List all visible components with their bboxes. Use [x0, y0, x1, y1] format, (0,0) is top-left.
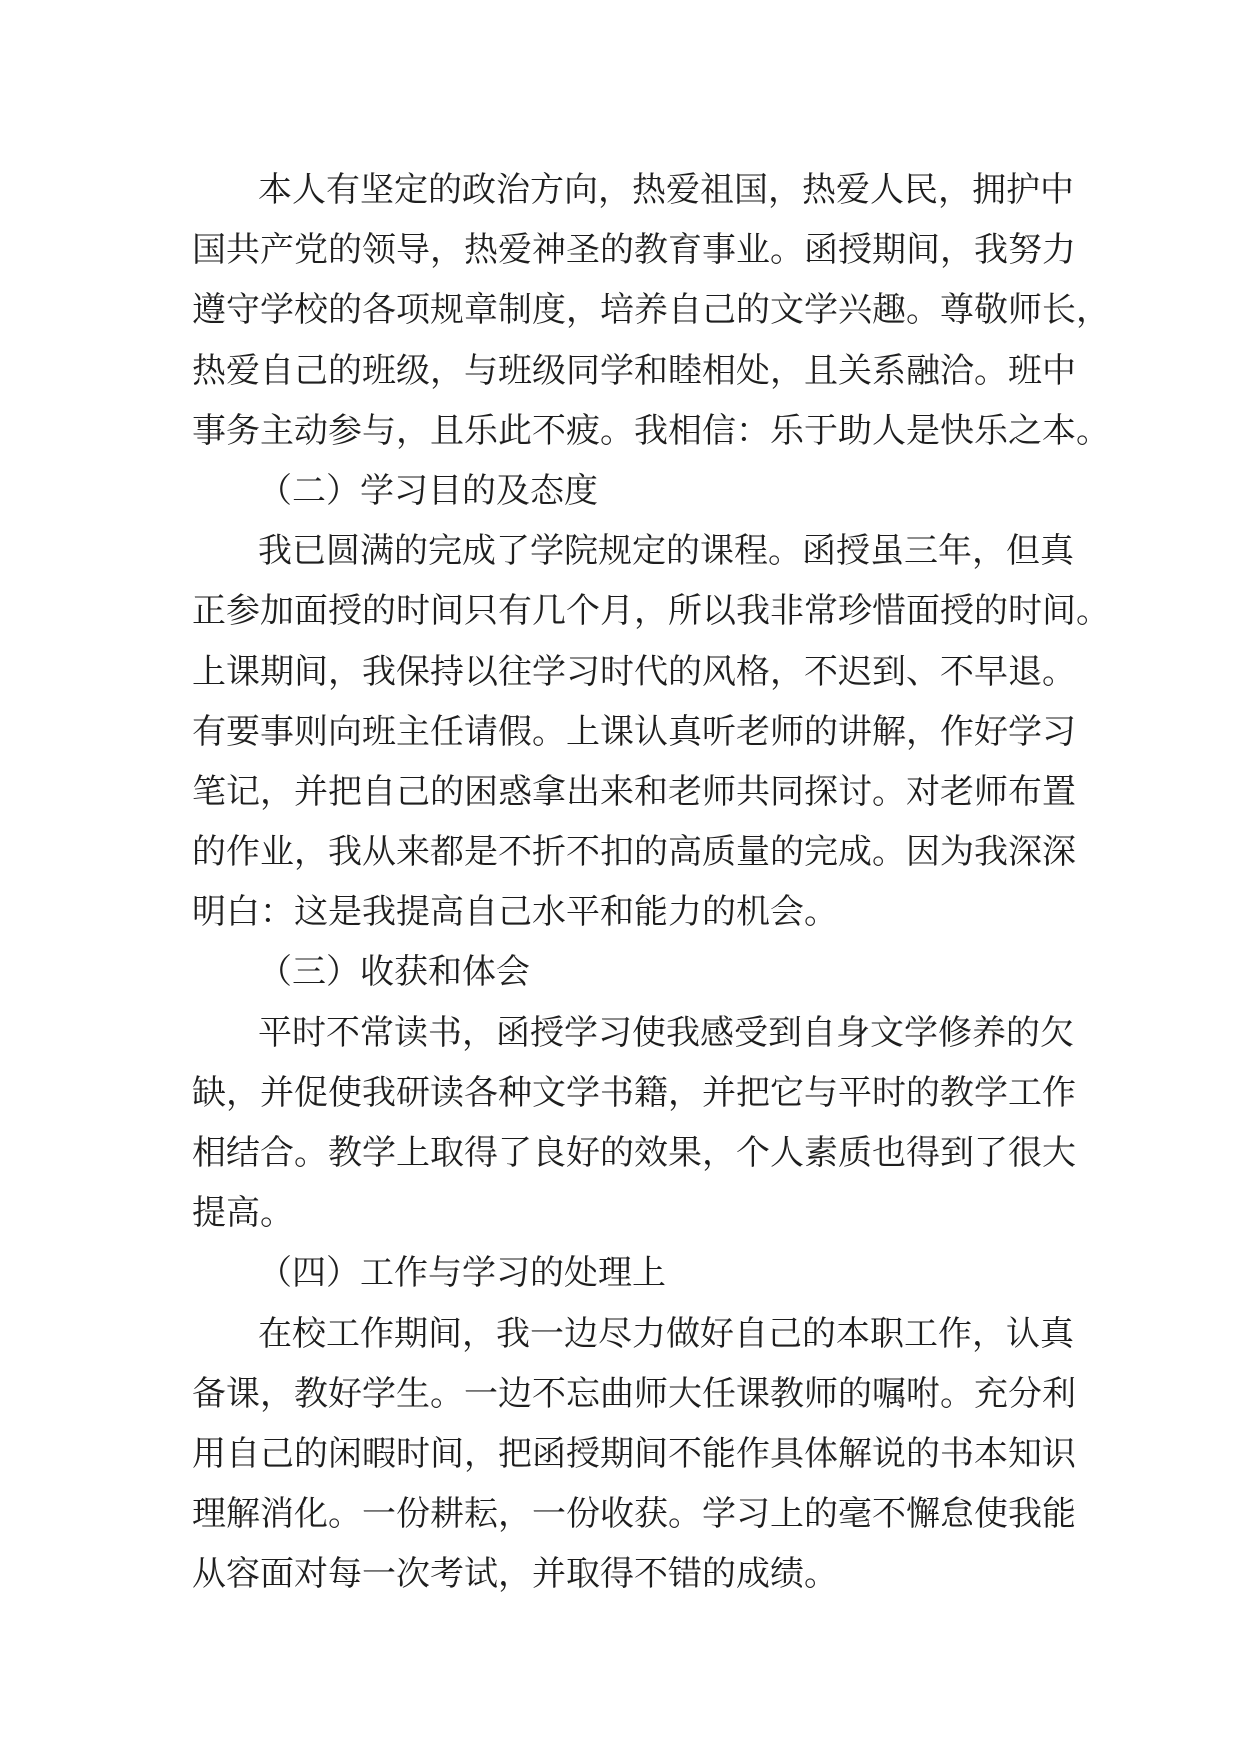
paragraph-line: 的作业，我从来都是不折不扣的高质量的完成。因为我深深	[192, 832, 1076, 873]
paragraph-line: 上课期间，我保持以往学习时代的风格，不迟到、不早退。	[192, 651, 1076, 692]
paragraph-line: 正参加面授的时间只有几个月，所以我非常珍惜面授的时间。	[192, 591, 1110, 632]
paragraph-line: 事务主动参与，且乐此不疲。我相信：乐于助人是快乐之本。	[192, 410, 1110, 451]
paragraph-line: 热爱自己的班级，与班级同学和睦相处，且关系融洽。班中	[192, 350, 1076, 391]
paragraph-line: 平时不常读书，函授学习使我感受到自身文学修养的欠	[258, 1012, 1074, 1053]
paragraph-line: 有要事则向班主任请假。上课认真听老师的讲解，作好学习	[192, 711, 1076, 752]
paragraph-line: 相结合。教学上取得了良好的效果，个人素质也得到了很大	[192, 1133, 1076, 1173]
paragraph-line: 笔记，并把自己的困惑拿出来和老师共同探讨。对老师布置	[192, 771, 1076, 812]
paragraph-line: 从容面对每一次考试，并取得不错的成绩。	[192, 1554, 838, 1595]
section-heading: （二）学习目的及态度	[258, 470, 598, 511]
paragraph-line: 明白：这是我提高自己水平和能力的机会。	[192, 892, 838, 933]
paragraph-line: 提高。	[192, 1193, 294, 1234]
paragraph-line: 我已圆满的完成了学院规定的课程。函授虽三年，但真	[258, 531, 1074, 572]
paragraph-line: 在校工作期间，我一边尽力做好自己的本职工作，认真	[258, 1313, 1074, 1354]
paragraph-line: 理解消化。一份耕耘，一份收获。学习上的毫不懈怠使我能	[192, 1494, 1076, 1535]
paragraph-line: 本人有坚定的政治方向，热爱祖国，热爱人民，拥护中	[258, 170, 1074, 210]
paragraph-line: 用自己的闲暇时间，把函授期间不能作具体解说的书本知识	[192, 1433, 1076, 1474]
section-heading: （三）收获和体会	[258, 952, 530, 993]
paragraph-line: 备课，教好学生。一边不忘曲师大任课教师的嘱咐。充分利	[192, 1373, 1076, 1414]
document-body	[192, 160, 1110, 1605]
paragraph-line: 缺，并促使我研读各种文学书籍，并把它与平时的教学工作	[192, 1072, 1076, 1113]
paragraph-line: 国共产党的领导，热爱神圣的教育事业。函授期间，我努力	[192, 230, 1076, 271]
section-heading: （四）工作与学习的处理上	[258, 1253, 666, 1294]
paragraph-line: 遵守学校的各项规章制度，培养自己的文学兴趣。尊敬师长，	[192, 290, 1110, 331]
